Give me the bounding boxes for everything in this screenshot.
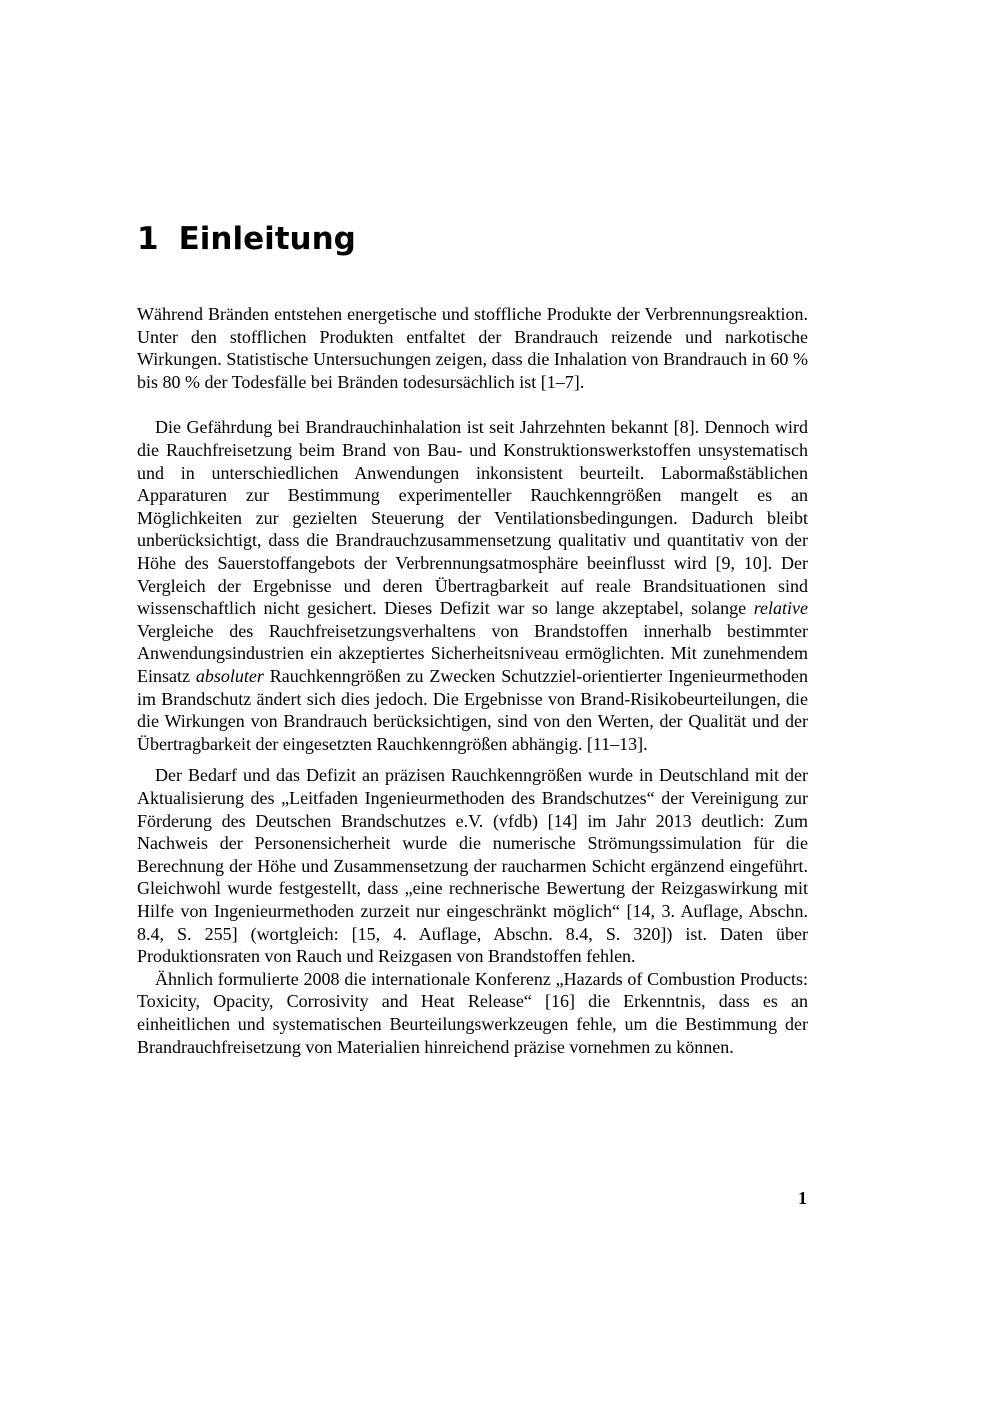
paragraph-deficit: [137, 416, 808, 755]
paragraph-deficit-text-3: Rauchkenngrößen zu Zwecken Schutzziel-orientierter Ingenieurmethoden im Brandschutz ändert sich dies jedoch. Die Ergebnisse von Brand-Risikobeurteilungen, die die Wirkungen von Brandrauch berücksichtigen, sind von den Werten, der Qualität und der Übertragbarkeit der eingesetzten Rauchkenngrößen abhängig. [11–13].: [137, 666, 808, 754]
paragraph-conference: Ähnlich formulierte 2008 die internationale Konferenz „Hazards of Combustion Products: Toxicity, Opacity, Corrosivity and Heat Release“ [16] die Erkenntnis, dass es an einheitlichen und systematischen Beurteilungswerkzeugen fehle, um die Bestimmung der Brandrauchfreisetzung von Materialien hinreichend präzise vornehmen zu können.: [137, 968, 808, 1057]
chapter-heading: [137, 222, 808, 256]
page-number: 1: [798, 1188, 807, 1208]
chapter-number: 1: [137, 221, 159, 257]
chapter-title: Einleitung: [178, 221, 356, 257]
text-block: [137, 222, 808, 1058]
emphasis-relative: relative: [753, 598, 808, 619]
emphasis-absoluter: absoluter: [195, 666, 264, 686]
paragraph-deficit-text-1: Die Gefährdung bei Brandrauchinhalation ist seit Jahrzehnten bekannt [8]. Dennoch wird die Rauchfreisetzung beim Brand von Bau- und Konstruktionswerkstoffen unsystematisch und in unterschiedlichen Anwendungen inkonsistent beurteilt. Labormaßstäblichen Apparaturen zur Bestimmung experimenteller Rauchkenngrößen mangelt es an Möglichkeiten zur gezielten Steuerung der Ventilationsbedingungen. Dadurch bleibt unberücksichtigt, dass die Brandrauchzusammensetzung qualitativ und quantitativ von der Höhe des Sauerstoffangebots der Verbrennungsatmosphäre beeinflusst wird [9, 10]. Der Vergleich der Ergebnisse und deren Übertragbarkeit auf reale Brandsituationen sind wissenschaftlich nicht gesichert. Dieses Defizit war so lange akzeptabel, solange: [137, 417, 808, 619]
paragraph-deficit-text-2: Vergleiche des Rauchfreisetzungsverhaltens von Brandstoffen innerhalb bestimmter Anwendungsindustrien ein akzeptiertes Sicherheitsniveau ermöglichten. Mit zunehmendem Einsatz: [137, 620, 808, 686]
paragraph-intro: Während Bränden entstehen energetische und stoffliche Produkte der Verbrennungsreaktion. Unter den stofflichen Produkten entfaltet der Brandrauch reizende und narkotische Wirkungen. Statistische Untersuchungen zeigen, dass die Inhalation von Brandrauch in 60 % bis 80 % der Todesfälle bei Bränden todesursächlich ist [1–7].: [137, 304, 808, 392]
paragraph-vfdb: Der Bedarf und das Defizit an präzisen Rauchkenngrößen wurde in Deutschland mit der Aktualisierung des „Leitfaden Ingenieurmethoden des Brandschutzes“ der Vereinigung zur Förderung des Deutschen Brandschutzes e.V. (vfdb) [14] im Jahr 2013 deutlich: Zum Nachweis der Personensicherheit wurde die numerische Strömungssimulation für die Berechnung der Höhe und Zusammensetzung der raucharmen Schicht ergänzend eingeführt. Gleichwohl wurde festgestellt, dass „eine rechnerische Bewertung der Reizgaswirkung mit Hilfe von Ingenieurmethoden zurzeit nur eingeschränkt möglich“ [14, 3. Auflage, Abschn. 8.4, S. 255] (wortgleich: [15, 4. Auflage, Abschn. 8.4, S. 320]) ist. Daten über Produktionsraten von Rauch und Reizgasen von Brandstoffen fehlen.: [137, 765, 808, 967]
